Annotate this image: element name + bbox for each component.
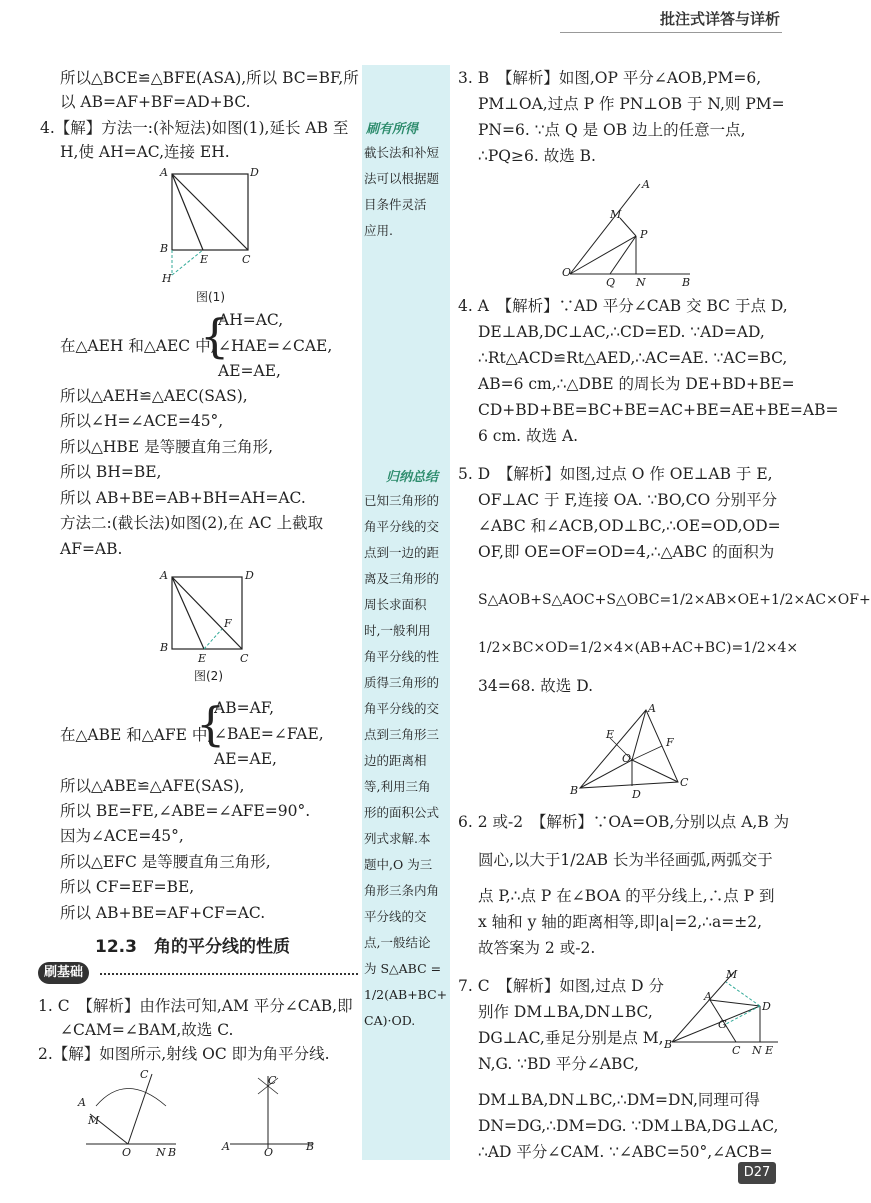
svg-text:B: B — [682, 276, 691, 289]
svg-text:N E: N E — [752, 1044, 774, 1057]
text-line: AE=AE, — [214, 750, 277, 768]
svg-text:E: E — [200, 253, 209, 266]
text-line: ∠HAE=∠CAE, — [218, 337, 333, 355]
svg-text:C: C — [240, 652, 249, 665]
svg-text:C: C — [140, 1068, 149, 1081]
svg-text:P: P — [640, 228, 648, 241]
text-line: 故答案为 2 或-2. — [478, 939, 596, 957]
svg-text:A: A — [222, 1140, 230, 1153]
svg-text:A: A — [160, 166, 168, 179]
svg-text:O: O — [122, 1146, 132, 1159]
figure-2 — [150, 565, 270, 670]
summary-tag: 归纳总结 — [386, 470, 439, 485]
text-line: 34=68. 故选 D. — [478, 677, 594, 695]
svg-text:D: D — [250, 166, 259, 179]
svg-text:M: M — [610, 208, 622, 221]
tip-note: 截长法和补短 法可以根据题 目条件灵活 应用. — [364, 145, 440, 238]
text-line: 6 cm. 故选 A. — [478, 427, 579, 445]
text-line: PN=6. ∵点 Q 是 OB 边上的任意一点, — [478, 121, 746, 139]
svg-text:A: A — [160, 569, 168, 582]
svg-text:N: N — [156, 1146, 166, 1159]
figure-q5 — [570, 700, 690, 800]
text-line: 所以 AB+BE=AB+BH=AH=AC. — [60, 489, 306, 507]
text-line: AB=AF, — [214, 699, 275, 717]
brace: { — [200, 309, 230, 363]
figure-2-caption: 图(2) — [194, 669, 223, 683]
text-line: ∴AD 平分∠CAM. ∵∠ABC=50°,∠ACB= — [478, 1143, 773, 1161]
text-line: 3. B 【解析】如图,OP 平分∠AOB,PM=6, — [458, 69, 762, 87]
text-line: PM⊥OA,过点 P 作 PN⊥OB 于 N,则 PM= — [478, 95, 785, 113]
svg-text:C: C — [242, 253, 251, 266]
svg-text:B: B — [168, 1146, 177, 1159]
text-line: DM⊥BA,DN⊥BC,∴DM=DN,同理可得 — [478, 1091, 760, 1109]
text-line: 所以 CF=EF=BE, — [60, 878, 195, 896]
text-line: 2.【解】如图所示,射线 OC 即为角平分线. — [38, 1045, 330, 1063]
text-line: ∠BAE=∠FAE, — [214, 725, 324, 743]
svg-text:A: A — [704, 990, 712, 1003]
text-line: 以 AB=AF+BF=AD+BC. — [60, 93, 251, 111]
svg-text:B: B — [306, 1140, 315, 1153]
text-line: ∴PQ≥6. 故选 B. — [478, 147, 596, 165]
svg-text:M: M — [726, 968, 738, 981]
text-line: N,G. ∵BD 平分∠ABC, — [478, 1055, 639, 1073]
figure-q7 — [664, 966, 784, 1061]
badge-rule — [100, 973, 358, 975]
header-title: 批注式详答与详析 — [659, 10, 780, 28]
tip-tag: 刷有所得 — [366, 122, 419, 137]
text-line: AE=AE, — [218, 362, 281, 380]
svg-text:A: A — [642, 178, 650, 191]
text-line: 方法二:(截长法)如图(2),在 AC 上截取 — [60, 514, 324, 532]
text-line: H,使 AH=AC,连接 EH. — [60, 143, 230, 161]
svg-text:O: O — [264, 1146, 274, 1159]
text-line: 4.【解】方法一:(补短法)如图(1),延长 AB 至 — [40, 119, 349, 137]
figure-q2-left — [76, 1066, 186, 1159]
text-line: DG⊥AC,垂足分别是点 M, — [478, 1029, 664, 1047]
text-line: 所以△BCE≌△BFE(ASA),所以 BC=BF,所 — [60, 69, 359, 87]
text-line: 1/2×BC×OD=1/2×4×(AB+AC+BC)=1/2×4× — [478, 640, 799, 656]
text-line: 在△ABE 和△AFE 中, — [60, 726, 213, 744]
svg-text:C: C — [268, 1074, 277, 1087]
text-line: AH=AC, — [218, 311, 284, 329]
svg-text:B: B — [160, 242, 169, 255]
text-line: 所以∠H=∠ACE=45°, — [60, 412, 224, 430]
badge: 刷基础 — [38, 962, 89, 984]
text-line: 6. 2 或-2 【解析】∵OA=OB,分别以点 A,B 为 — [458, 813, 790, 831]
text-line: AF=AB. — [60, 540, 123, 558]
text-line: ∠ABC 和∠ACB,OD⊥BC,∴OE=OD,OD= — [478, 517, 781, 535]
text-line: 5. D 【解析】如图,过点 O 作 OE⊥AB 于 E, — [458, 465, 773, 483]
svg-text:O: O — [622, 752, 632, 765]
text-line: 所以 AB+BE=AF+CF=AC. — [60, 904, 266, 922]
text-line: DE⊥AB,DC⊥AC,∴CD=ED. ∵AD=AD, — [478, 323, 765, 341]
svg-text:Q: Q — [606, 276, 616, 289]
page-number: D27 — [738, 1162, 776, 1184]
text-line: 7. C 【解析】如图,过点 D 分 — [458, 977, 665, 995]
figure-q3 — [560, 176, 700, 289]
svg-text:H: H — [162, 272, 172, 285]
svg-text:B: B — [160, 641, 169, 654]
svg-text:D: D — [632, 788, 641, 801]
text-line: 别作 DM⊥BA,DN⊥BC, — [478, 1003, 653, 1021]
text-line: OF,即 OE=OF=OD=4,∴△ABC 的面积为 — [478, 543, 775, 561]
text-line: 所以 BH=BE, — [60, 463, 162, 481]
svg-text:N: N — [636, 276, 646, 289]
svg-text:O: O — [562, 266, 572, 279]
svg-text:F: F — [224, 617, 232, 630]
text-line: 所以△AEH≌△AEC(SAS), — [60, 387, 248, 405]
text-line: 所以△ABE≌△AFE(SAS), — [60, 777, 245, 795]
text-line: ∠CAM=∠BAM,故选 C. — [60, 1021, 234, 1039]
text-line: 4. A 【解析】∵AD 平分∠CAB 交 BC 于点 D, — [458, 297, 788, 315]
summary-note: 已知三角形的 角平分线的交 点到一边的距 离及三角形的 周长求面积 时,一般利用 角平分线的性 质得三角形的 角平分线的交 点到三角形三 边的距离相 等,利用三角 形的面积公式 列式求解.本 题中,O 为三 角形三条内角 平分线的交 点,一般结论 为 S△ABC = 1/2(AB+BC+ CA)·OD. — [364, 493, 448, 1028]
svg-text:F: F — [666, 736, 674, 749]
svg-text:A: A — [648, 702, 656, 715]
text-line: CD+BD+BE=BC+BE=AC+BE=AE+BE=AB= — [478, 401, 839, 419]
text-line: 1. C 【解析】由作法可知,AM 平分∠CAB,即 — [38, 997, 353, 1015]
brace: { — [196, 697, 226, 751]
text-line: 所以△EFC 是等腰直角三角形, — [60, 853, 271, 871]
text-line: 圆心,以大于1/2AB 长为半径画弧,两弧交于 — [478, 851, 773, 869]
svg-text:G: G — [718, 1018, 727, 1031]
text-line: ∴Rt△ACD≌Rt△AED,∴AC=AE. ∵AC=BC, — [478, 349, 788, 367]
figure-1-caption: 图(1) — [196, 290, 225, 304]
svg-text:E: E — [606, 728, 615, 741]
section-title: 12.3 角的平分线的性质 — [95, 937, 290, 957]
svg-text:B: B — [570, 784, 579, 797]
text-line: 在△AEH 和△AEC 中, — [60, 337, 216, 355]
text-line: AB=6 cm,∴△DBE 的周长为 DE+BD+BE= — [478, 375, 795, 393]
svg-text:M: M — [88, 1114, 100, 1127]
svg-text:E: E — [198, 652, 207, 665]
text-line: S△AOB+S△AOC+S△OBC=1/2×AB×OE+1/2×AC×OF+ — [478, 592, 871, 608]
svg-text:C: C — [680, 776, 689, 789]
svg-text:D: D — [762, 1000, 771, 1013]
figure-1 — [150, 160, 270, 290]
svg-text:A: A — [78, 1096, 86, 1109]
text-line: x 轴和 y 轴的距离相等,即|a|=2,∴a=±2, — [478, 913, 763, 931]
text-line: 点 P,∴点 P 在∠BOA 的平分线上,∴点 P 到 — [478, 887, 775, 905]
text-line: OF⊥AC 于 F,连接 OA. ∵BO,CO 分别平分 — [478, 491, 778, 509]
text-line: 因为∠ACE=45°, — [60, 827, 184, 845]
svg-text:B: B — [664, 1038, 673, 1051]
figure-q2-right — [222, 1066, 322, 1159]
svg-text:D: D — [245, 569, 254, 582]
header-rule — [560, 32, 782, 33]
svg-text:C: C — [732, 1044, 741, 1057]
text-line: 所以 BE=FE,∠ABE=∠AFE=90°. — [60, 802, 311, 820]
text-line: DN=DG,∴DM=DG. ∵DM⊥BA,DG⊥AC, — [478, 1117, 779, 1135]
text-line: 所以△HBE 是等腰直角三角形, — [60, 438, 273, 456]
